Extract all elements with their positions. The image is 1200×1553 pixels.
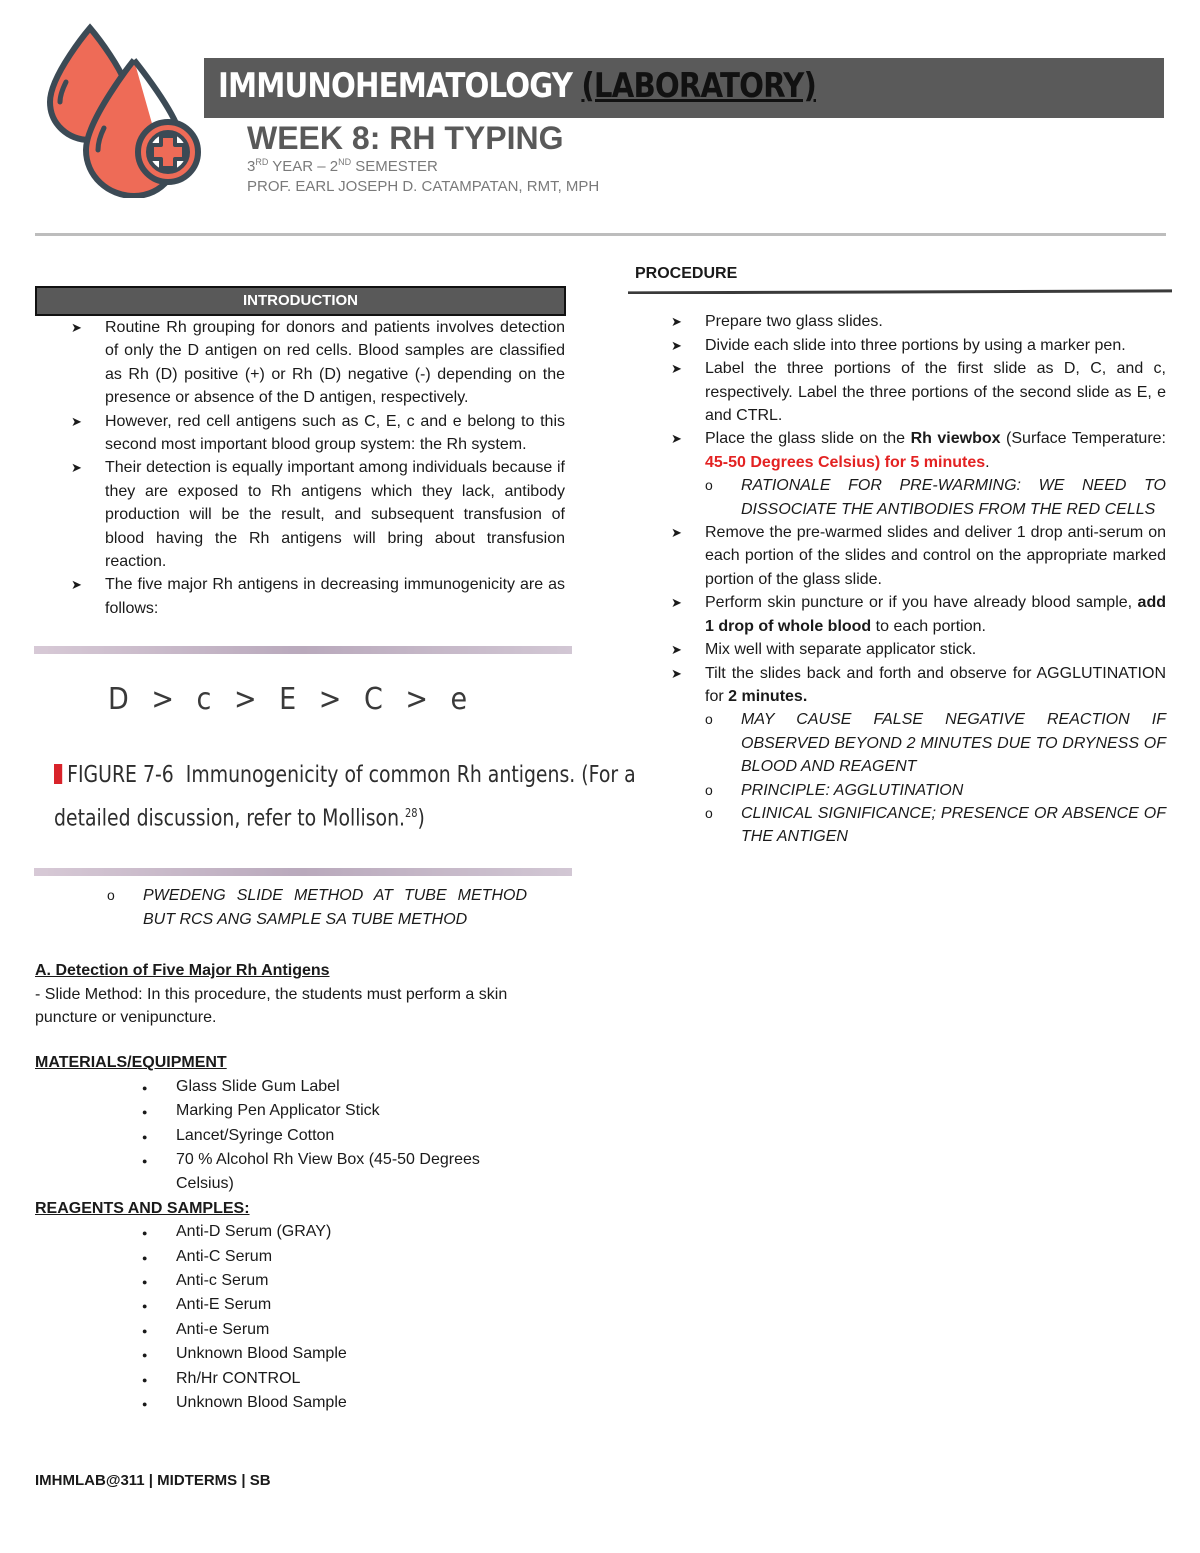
list-item: ● Glass Slide Gum Label <box>141 1075 521 1099</box>
list-item: ● Unknown Blood Sample <box>141 1391 565 1415</box>
list-item: ● Anti-D Serum (GRAY) <box>141 1220 565 1244</box>
list-item: ● Rh/Hr CONTROL <box>141 1367 565 1391</box>
procedure-sublist <box>705 474 1166 521</box>
list-item: ➤ Their detection is equally important among individuals because if they are exposed to Rh antigens which they lack, antibody production will be the result, and subsequent transfusion of blood having the Rh antigens will bring about transfusion reaction. <box>35 456 565 573</box>
list-item: ➤ However, red cell antigens such as C, E, c and e belong to this second most important blood group system: the Rh system. <box>35 410 565 457</box>
list-item: ➤ Perform skin puncture or if you have already blood sample, add 1 drop of whole blood to each portion. <box>628 591 1166 638</box>
antigen-sequence: D > c > E > C > e <box>108 682 468 718</box>
reagents-heading: REAGENTS AND SAMPLES: <box>35 1199 250 1217</box>
professor: PROF. EARL JOSEPH D. CATAMPATAN, RMT, MPH <box>247 178 600 195</box>
materials-heading: MATERIALS/EQUIPMENT <box>35 1054 227 1072</box>
introduction-list <box>35 316 565 620</box>
procedure-heading: PROCEDURE <box>635 265 738 282</box>
list-item: ● Unknown Blood Sample <box>141 1342 565 1366</box>
blood-drops-plus-icon <box>38 20 208 198</box>
list-item: ● Marking Pen Applicator Stick <box>141 1099 521 1123</box>
list-item: ➤ Mix well with separate applicator stick. <box>628 638 1166 661</box>
page-footer: IMHMLAB@311 | MIDTERMS | SB <box>35 1472 271 1489</box>
list-item: ➤ Place the glass slide on the Rh viewbox (Surface Temperature: 45-50 Degrees Celsius) for 5 minutes. o RATIONALE FOR PRE-WARMING: WE NEED TO DISSOCIATE THE ANTIBODIES FROM THE RED CELLS <box>628 427 1166 521</box>
list-item: ● Lancet/Syringe Cotton <box>141 1124 521 1148</box>
figure-marker-icon <box>54 764 62 784</box>
list-item: ➤ The five major Rh antigens in decreasing immunogenicity are as follows: <box>35 573 565 620</box>
figure-border-bottom <box>34 868 572 876</box>
list-item: ● Anti-e Serum <box>141 1318 565 1342</box>
procedure-note: o RATIONALE FOR PRE-WARMING: WE NEED TO DISSOCIATE THE ANTIBODIES FROM THE RED CELLS <box>705 474 1166 521</box>
list-item: ● Anti-E Serum <box>141 1293 565 1317</box>
list-item: ● Anti-C Serum <box>141 1245 565 1269</box>
procedure-note: o CLINICAL SIGNIFICANCE; PRESENCE OR ABSENCE OF THE ANTIGEN <box>705 802 1166 849</box>
list-item: ➤ Divide each slide into three portions by using a marker pen. <box>628 334 1166 357</box>
detection-heading: A. Detection of Five Major Rh Antigens <box>35 962 330 980</box>
title-main: IMMUNOHEMATOLOGY <box>218 66 573 106</box>
year-semester: 3RD YEAR – 2ND SEMESTER <box>247 157 438 175</box>
procedure-divider <box>628 289 1172 294</box>
document-title <box>218 66 816 106</box>
figure-note-list <box>107 884 527 931</box>
procedure-note: o PRINCIPLE: AGGLUTINATION <box>705 779 1166 802</box>
detection-text: - Slide Method: In this procedure, the students must perform a skin puncture or venipuncture. <box>35 985 508 1026</box>
right-column <box>628 262 1166 849</box>
procedure-note: o MAY CAUSE FALSE NEGATIVE REACTION IF OBSERVED BEYOND 2 MINUTES DUE TO DRYNESS OF BLOOD AND REAGENT <box>705 708 1166 778</box>
figure-rh-immunogenicity <box>34 646 636 878</box>
figure-caption: FIGURE 7-6 Immunogenicity of common Rh antigens. (For a detailed discussion, refer to Mollison.$^{28}$) <box>54 762 636 832</box>
list-item: ➤ Label the three portions of the first slide as D, C, and c, respectively. Label the three portions of the second slide as E, e and CTRL. <box>628 357 1166 427</box>
list-item: ➤ Routine Rh grouping for donors and patients involves detection of only the D antigen on red cells. Blood samples are classified as Rh (D) positive (+) or Rh (D) negative (-) depending on the presence or absence of the D antigen, respectively. <box>35 316 565 410</box>
header-divider <box>35 233 1166 236</box>
materials-list <box>141 1075 521 1197</box>
title-sub: (LABORATORY) <box>581 66 816 106</box>
introduction-heading: INTRODUCTION <box>35 286 566 316</box>
reagents-list <box>141 1220 565 1415</box>
procedure-list <box>628 310 1166 848</box>
list-item: ➤ Prepare two glass slides. <box>628 310 1166 333</box>
left-column <box>35 286 636 1415</box>
list-item: ● Anti-c Serum <box>141 1269 565 1293</box>
figure-border-top <box>34 646 572 654</box>
list-item: ➤ Remove the pre-warmed slides and deliver 1 drop anti-serum on each portion of the slides and control on the appropriate marked portion of the glass slide. <box>628 521 1166 591</box>
procedure-sublist <box>705 708 1166 848</box>
list-item: ➤ Tilt the slides back and forth and observe for AGGLUTINATION for 2 minutes. o MAY CAUSE FALSE NEGATIVE REACTION IF OBSERVED BEYOND 2 MINUTES DUE TO DRYNESS OF BLOOD AND REAGENT o PRINCIPLE: AGGLUTINATION o CLINICAL SIGNIFICANCE; PRESENCE OR ABSENCE OF THE ANTIGEN <box>628 662 1166 849</box>
week-title: WEEK 8: RH TYPING <box>247 120 564 156</box>
list-item: ● 70 % Alcohol Rh View Box (45-50 Degrees Celsius) <box>141 1148 521 1197</box>
figure-note: o PWEDENG SLIDE METHOD AT TUBE METHOD BUT RCS ANG SAMPLE SA TUBE METHOD <box>107 884 527 931</box>
